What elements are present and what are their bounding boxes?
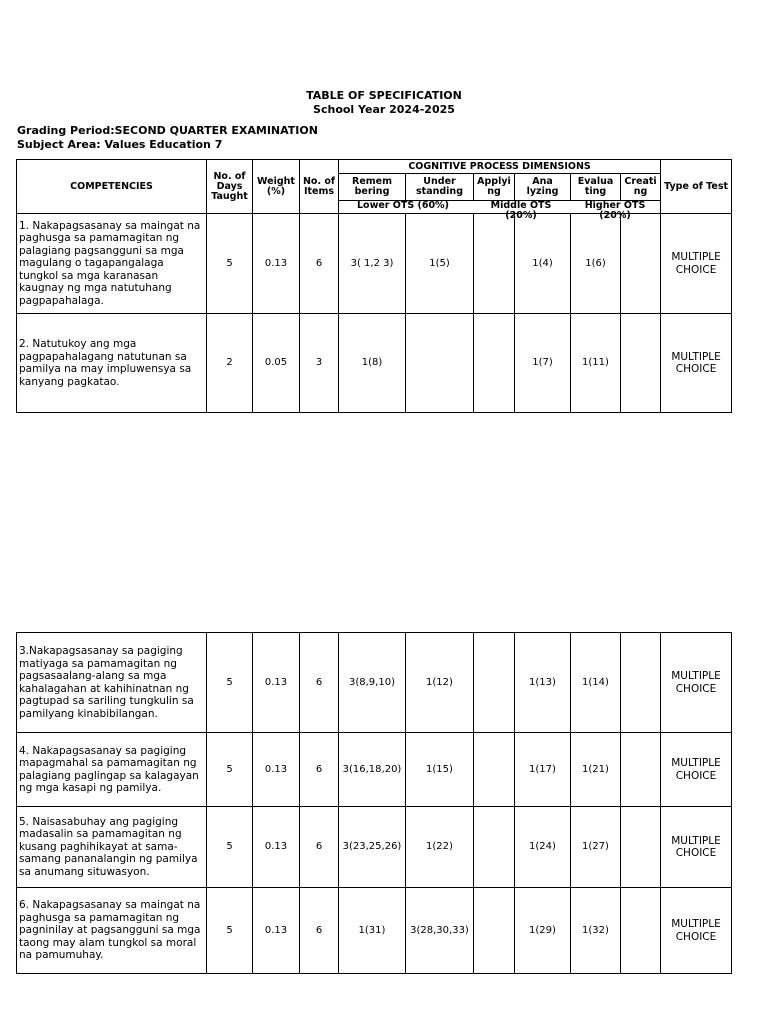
remembering-cell: 3(16,18,20): [339, 733, 406, 807]
table-row: [17, 733, 732, 807]
type-cell: MULTIPLE CHOICE: [661, 888, 732, 974]
specification-table-part-2: [16, 632, 732, 974]
weight-cell: 0.13: [253, 888, 300, 974]
days-cell: 5: [207, 807, 253, 888]
header-evaluating: Evalua ting: [571, 174, 621, 201]
competency-cell: 6. Nakapagsasanay sa maingat na paghusga sa pamamagitan ng pagninilay at pagsangguni sa mga taong may alam tungkol sa moral na pamumuhay.: [17, 888, 207, 974]
evaluating-cell: 1(14): [571, 633, 621, 733]
days-cell: 5: [207, 633, 253, 733]
items-cell: 6: [300, 733, 339, 807]
type-cell: MULTIPLE CHOICE: [661, 733, 732, 807]
remembering-cell: 3(8,9,10): [339, 633, 406, 733]
competency-cell: 3.Nakapagsasanay sa pagiging matiyaga sa pamamagitan ng pagsasaalang-alang sa mga kahalagahan at kahihinatnan ng pagtupad sa sariling tungkulin sa pamilyang kinabibilangan.: [17, 633, 207, 733]
weight-cell: 0.13: [253, 733, 300, 807]
analyzing-cell: 1(24): [515, 807, 571, 888]
analyzing-cell: 1(29): [515, 888, 571, 974]
table-row: [17, 807, 732, 888]
items-cell: 6: [300, 807, 339, 888]
weight-cell: 0.13: [253, 214, 300, 314]
creating-cell: [621, 888, 661, 974]
header-days: No. of Days Taught: [207, 160, 253, 214]
evaluating-cell: 1(6): [571, 214, 621, 314]
analyzing-cell: 1(13): [515, 633, 571, 733]
ots-band: [339, 200, 661, 221]
items-cell: 3: [300, 314, 339, 413]
items-cell: 6: [300, 633, 339, 733]
type-cell: MULTIPLE CHOICE: [661, 807, 732, 888]
applying-cell: [474, 633, 515, 733]
middle-ots-label: Middle OTS (20%): [490, 200, 552, 221]
creating-cell: [621, 733, 661, 807]
remembering-cell: 3(23,25,26): [339, 807, 406, 888]
type-cell: MULTIPLE CHOICE: [661, 314, 732, 413]
type-cell: MULTIPLE CHOICE: [661, 214, 732, 314]
items-cell: 6: [300, 214, 339, 314]
competency-cell: 4. Nakapagsasanay sa pagiging mapagmahal sa pamamagitan ng palagiang paglingap sa kalagayan ng mga kasapi ng pamilya.: [17, 733, 207, 807]
header-creating: Creati ng: [621, 174, 661, 201]
days-cell: 2: [207, 314, 253, 413]
header-analyzing: Ana lyzing: [515, 174, 571, 201]
creating-cell: [621, 633, 661, 733]
days-cell: 5: [207, 214, 253, 314]
header-competencies: COMPETENCIES: [17, 160, 207, 214]
lower-ots-label: Lower OTS (60%): [357, 200, 449, 211]
header-weight: Weight (%): [253, 160, 300, 214]
remembering-cell: 3( 1,2 3): [339, 214, 406, 314]
analyzing-cell: 1(7): [515, 314, 571, 413]
applying-cell: [474, 214, 515, 314]
header-applying: Applyi ng: [474, 174, 515, 201]
evaluating-cell: 1(11): [571, 314, 621, 413]
weight-cell: 0.13: [253, 807, 300, 888]
subject-area: Subject Area: Values Education 7: [17, 138, 223, 151]
evaluating-cell: 1(27): [571, 807, 621, 888]
competency-cell: 1. Nakapagsasanay sa maingat na paghusga sa pamamagitan ng palagiang pagsangguni sa mga magulang o tagapangalaga tungkol sa mga karanasan kaugnay ng mga natutuhang pagpapahalaga.: [17, 214, 207, 314]
items-cell: 6: [300, 888, 339, 974]
header-type: Type of Test: [661, 160, 732, 214]
table-row: [17, 633, 732, 733]
days-cell: 5: [207, 888, 253, 974]
school-year: School Year 2024-2025: [313, 103, 455, 116]
analyzing-cell: 1(4): [515, 214, 571, 314]
document-title: TABLE OF SPECIFICATION: [306, 89, 462, 102]
understanding-cell: 1(5): [406, 214, 474, 314]
remembering-cell: 1(8): [339, 314, 406, 413]
table-row: [17, 888, 732, 974]
header-cognitive: COGNITIVE PROCESS DIMENSIONS: [339, 160, 661, 174]
table-row: [17, 214, 732, 314]
applying-cell: [474, 807, 515, 888]
understanding-cell: 3(28,30,33): [406, 888, 474, 974]
table-row: [17, 314, 732, 413]
understanding-cell: [406, 314, 474, 413]
days-cell: 5: [207, 733, 253, 807]
header-remembering: Remem bering: [339, 174, 406, 201]
understanding-cell: 1(22): [406, 807, 474, 888]
applying-cell: [474, 733, 515, 807]
analyzing-cell: 1(17): [515, 733, 571, 807]
understanding-cell: 1(12): [406, 633, 474, 733]
header-understanding: Under standing: [406, 174, 474, 201]
evaluating-cell: 1(32): [571, 888, 621, 974]
specification-table-part-1: [16, 159, 732, 413]
applying-cell: [474, 888, 515, 974]
weight-cell: 0.05: [253, 314, 300, 413]
creating-cell: [621, 314, 661, 413]
understanding-cell: 1(15): [406, 733, 474, 807]
remembering-cell: 1(31): [339, 888, 406, 974]
evaluating-cell: 1(21): [571, 733, 621, 807]
applying-cell: [474, 314, 515, 413]
header-items: No. of Items: [300, 160, 339, 214]
competency-cell: 2. Natutukoy ang mga pagpapahalagang natutunan sa pamilya na may impluwensya sa kanyang pagkatao.: [17, 314, 207, 413]
higher-ots-label: Higher OTS (20%): [584, 200, 646, 221]
competency-cell: 5. Naisasabuhay ang pagiging madasalin sa pamamagitan ng kusang paghihikayat at sama-samang pananalangin ng pamilya sa anumang situwasyon.: [17, 807, 207, 888]
type-cell: MULTIPLE CHOICE: [661, 633, 732, 733]
creating-cell: [621, 807, 661, 888]
weight-cell: 0.13: [253, 633, 300, 733]
creating-cell: [621, 214, 661, 314]
grading-period: Grading Period:SECOND QUARTER EXAMINATION: [17, 124, 318, 137]
